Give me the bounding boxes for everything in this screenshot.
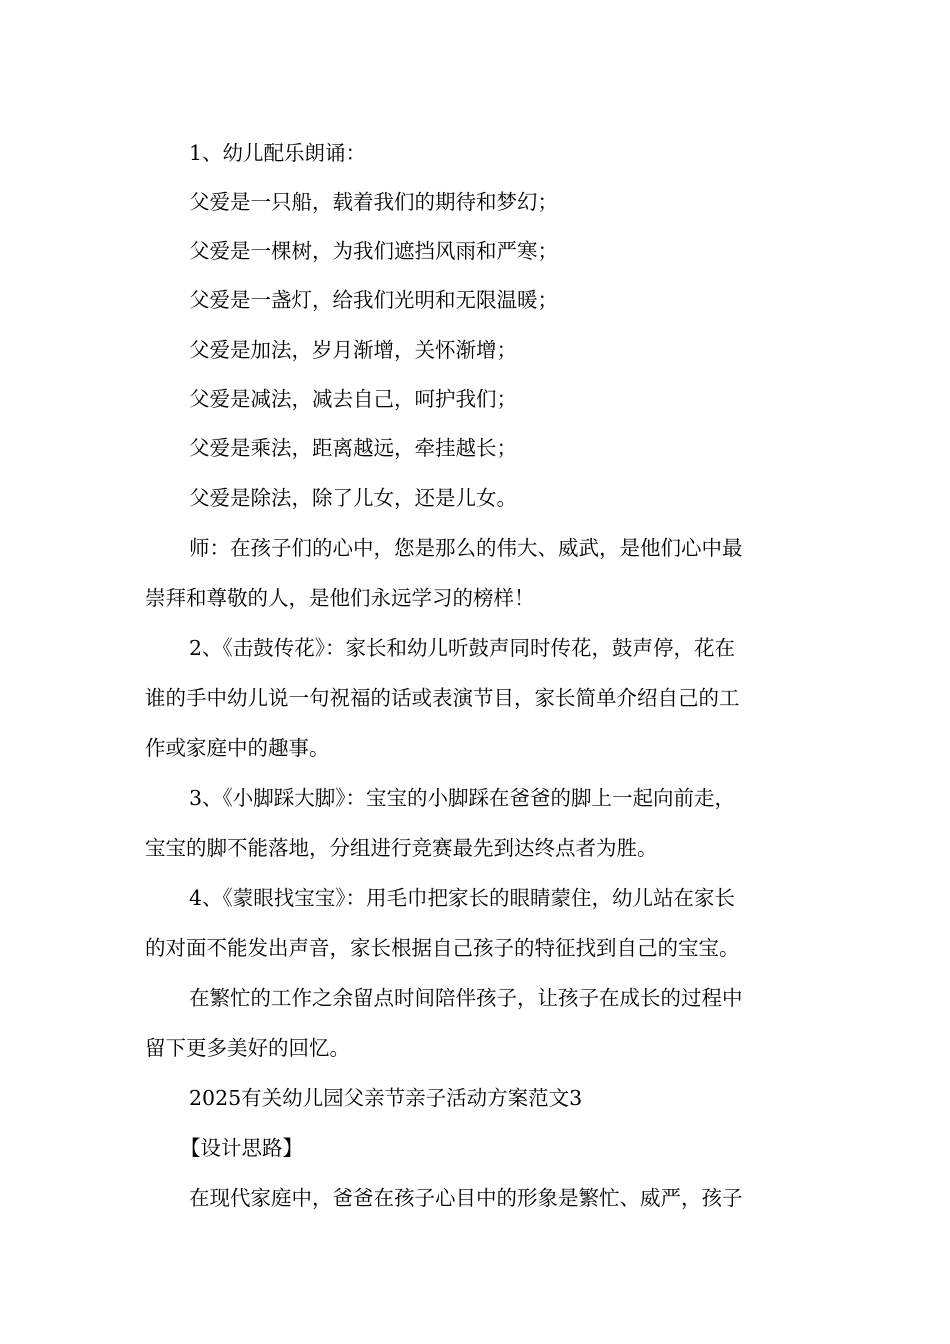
paragraph-line: 的对面不能发出声音，家长根据自己孩子的特征找到自己的宝宝。 xyxy=(145,936,740,960)
poem-line: 父爱是除法，除了儿女，还是儿女。 xyxy=(189,486,517,510)
paragraph-line: 3、《小脚踩大脚》：宝宝的小脚踩在爸爸的脚上一起向前走， xyxy=(189,786,736,810)
paragraph-line: 作或家庭中的趣事。 xyxy=(145,736,330,760)
paragraph-line: 留下更多美好的回忆。 xyxy=(145,1036,350,1060)
paragraph-line: 师：在孩子们的心中，您是那么的伟大、威武，是他们心中最 xyxy=(189,536,743,560)
poem-line: 父爱是一棵树，为我们遮挡风雨和严寒； xyxy=(189,239,558,263)
poem-line: 父爱是加法，岁月渐增，关怀渐增； xyxy=(189,338,517,362)
paragraph-line: 崇拜和尊敬的人，是他们永远学习的榜样！ xyxy=(145,586,535,610)
paragraph-line: 在现代家庭中，爸爸在孩子心目中的形象是繁忙、威严，孩子 xyxy=(189,1186,743,1210)
poem-line: 父爱是一只船，载着我们的期待和梦幻； xyxy=(189,190,558,214)
paragraph-line: 2、《击鼓传花》：家长和幼儿听鼓声同时传花，鼓声停，花在 xyxy=(189,636,736,660)
poem-line: 父爱是减法，减去自己，呵护我们； xyxy=(189,387,517,411)
poem-line: 父爱是乘法，距离越远，牵挂越长； xyxy=(189,436,517,460)
section-heading: 1、幼儿配乐朗诵： xyxy=(189,141,367,165)
paragraph-line: 宝宝的脚不能落地，分组进行竞赛最先到达终点者为胜。 xyxy=(145,836,658,860)
poem-line: 父爱是一盏灯，给我们光明和无限温暖； xyxy=(189,288,558,312)
subsection-heading: 【设计思路】 xyxy=(180,1136,303,1160)
paragraph-line: 4、《蒙眼找宝宝》：用毛巾把家长的眼睛蒙住，幼儿站在家长 xyxy=(189,886,736,910)
section-title: 2025有关幼儿园父亲节亲子活动方案范文3 xyxy=(189,1086,583,1110)
paragraph-line: 谁的手中幼儿说一句祝福的话或表演节目，家长简单介绍自己的工 xyxy=(145,686,740,710)
paragraph-line: 在繁忙的工作之余留点时间陪伴孩子，让孩子在成长的过程中 xyxy=(189,986,743,1010)
